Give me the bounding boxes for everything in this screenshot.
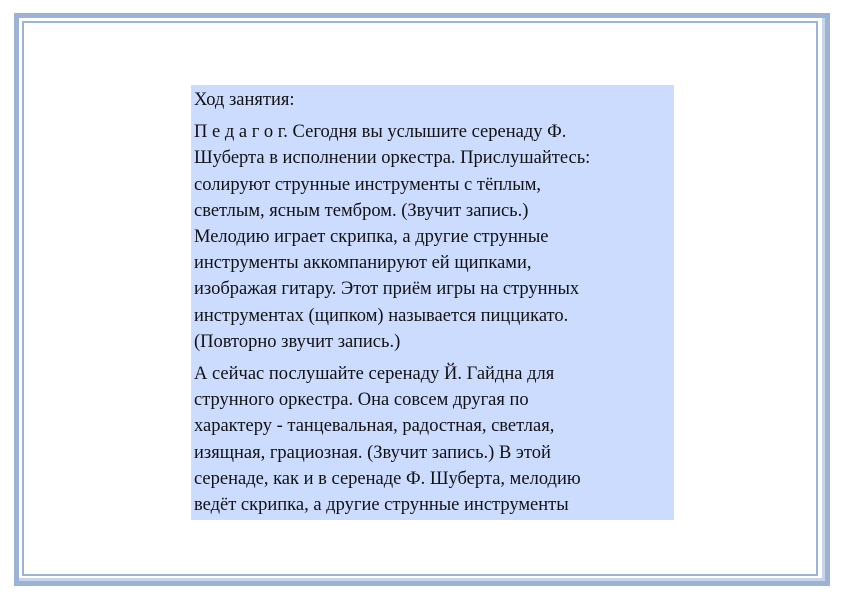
lesson-text-box bbox=[191, 85, 674, 520]
teacher-paragraph bbox=[194, 119, 670, 355]
haydn-paragraph: А сейчас послушайте серенаду Й. Гайдна для струнного оркестра. Она совсем другая по характеру - танцевальная, радостная, светлая, изящная, грациозная. (Звучит запись.) В этой серенаде, как и в серенаде Ф. Шуберта, мелодию ведёт скрипка, а другие струнные инструменты bbox=[194, 364, 581, 516]
speaker-label: П е д а г о г. bbox=[194, 122, 288, 143]
teacher-paragraph-text: Сегодня вы услышите серенаду Ф. Шуберта в исполнении оркестра. Прислушайтесь: солируют струнные инструменты с тёплым, светлым, ясным тембром. (Звучит запись.) Мелодию играет скрипка, а другие струнные инструменты аккомпанируют ей щипками, изображая гитару. Этот приём игры на струнных инструментах (щипком) называется пиццикато. (Повторно звучит запись.) bbox=[194, 122, 591, 352]
lesson-heading: Ход занятия: bbox=[194, 90, 295, 110]
